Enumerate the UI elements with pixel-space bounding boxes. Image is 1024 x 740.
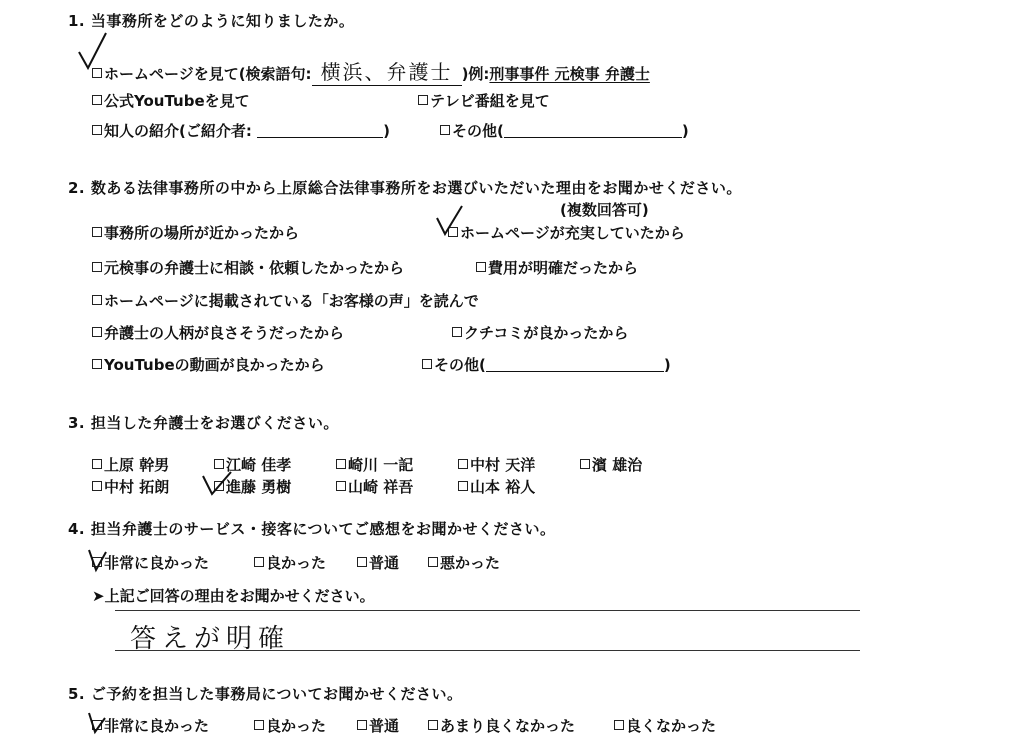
q1-option-other[interactable]: その他( ) [440, 120, 689, 141]
q5-option[interactable]: 非常に良かった [92, 715, 209, 736]
q5-option[interactable]: 良くなかった [614, 715, 716, 736]
q2-option-youtube[interactable]: YouTubeの動画が良かったから [92, 354, 325, 375]
checkbox[interactable] [92, 262, 102, 272]
checkbox[interactable] [422, 359, 432, 369]
checkbox[interactable] [448, 227, 458, 237]
lawyer-option[interactable]: 山崎 祥吾 [336, 476, 413, 497]
checkbox[interactable] [458, 459, 468, 469]
answer-line-top [115, 610, 860, 611]
question-5-title: 5. ご予約を担当した事務局についてお聞かせください。 [68, 685, 463, 703]
lawyer-option[interactable]: 山本 裕人 [458, 476, 535, 497]
q4-reason-prompt: ➤上記ご回答の理由をお聞かせください。 [92, 587, 375, 605]
q5-option[interactable]: 普通 [357, 715, 399, 736]
checkbox[interactable] [92, 295, 102, 305]
q2-option-location[interactable]: 事務所の場所が近かったから [92, 222, 299, 243]
lawyer-option[interactable]: 崎川 一記 [336, 454, 413, 475]
q1-option-homepage[interactable]: ホームページを見て(検索語句: 横浜、弁護士 )例:刑事事件 元検事 弁護士 [92, 56, 650, 86]
q2-option-reviews[interactable]: クチコミが良かったから [452, 322, 628, 343]
checkbox[interactable] [357, 720, 367, 730]
checkbox[interactable] [92, 557, 102, 567]
q2-multiple-answer-note: (複数回答可) [560, 201, 649, 219]
question-4-title: 4. 担当弁護士のサービス・接客についてご感想をお聞かせください。 [68, 520, 556, 538]
q2-option-other[interactable]: その他( ) [422, 354, 671, 375]
question-1-title: 1. 当事務所をどのように知りましたか。 [68, 12, 355, 30]
lawyer-option[interactable]: 上原 幹男 [92, 454, 169, 475]
q5-option[interactable]: 良かった [254, 715, 326, 736]
question-3-title: 3. 担当した弁護士をお選びください。 [68, 414, 339, 432]
lawyer-option[interactable]: 中村 拓朗 [92, 476, 169, 497]
checkbox[interactable] [92, 481, 102, 491]
checkbox[interactable] [428, 557, 438, 567]
checkbox[interactable] [614, 720, 624, 730]
checkbox[interactable] [92, 720, 102, 730]
q5-option[interactable]: あまり良くなかった [428, 715, 575, 736]
checkbox[interactable] [92, 359, 102, 369]
lawyer-option[interactable]: 濱 雄治 [580, 454, 642, 475]
checkbox[interactable] [336, 481, 346, 491]
checkbox[interactable] [418, 95, 428, 105]
q2-option-fee[interactable]: 費用が明確だったから [476, 257, 638, 278]
checkbox[interactable] [580, 459, 590, 469]
checkbox[interactable] [92, 125, 102, 135]
checkbox[interactable] [476, 262, 486, 272]
checkbox[interactable] [92, 459, 102, 469]
checkbox[interactable] [428, 720, 438, 730]
referral-blank[interactable] [257, 123, 383, 138]
lawyer-option[interactable]: 進藤 勇樹 [214, 476, 291, 497]
checkbox[interactable] [92, 95, 102, 105]
handwritten-search-terms: 横浜、弁護士 [312, 56, 462, 86]
checkbox[interactable] [254, 557, 264, 567]
checkbox[interactable] [92, 327, 102, 337]
other-blank[interactable] [486, 357, 664, 372]
lawyer-option[interactable]: 中村 天洋 [458, 454, 535, 475]
checkbox[interactable] [440, 125, 450, 135]
q4-option[interactable]: 普通 [357, 552, 399, 573]
q4-option[interactable]: 悪かった [428, 552, 500, 573]
q4-option[interactable]: 非常に良かった [92, 552, 209, 573]
q2-option-customer-voice[interactable]: ホームページに掲載されている「お客様の声」を読んで [92, 290, 479, 311]
answer-line-bottom [115, 650, 860, 651]
checkbox[interactable] [254, 720, 264, 730]
lawyer-option[interactable]: 江崎 佳孝 [214, 454, 291, 475]
checkbox[interactable] [92, 227, 102, 237]
checkbox[interactable] [214, 459, 224, 469]
q2-option-homepage[interactable]: ホームページが充実していたから [448, 222, 685, 243]
checkbox[interactable] [452, 327, 462, 337]
checkbox[interactable] [336, 459, 346, 469]
checkbox[interactable] [458, 481, 468, 491]
checkbox[interactable] [214, 481, 224, 491]
q4-option[interactable]: 良かった [254, 552, 326, 573]
arrow-right-icon: ➤ [92, 587, 105, 605]
q2-option-ex-prosecutor[interactable]: 元検事の弁護士に相談・依頼したかったから [92, 257, 404, 278]
question-2-title: 2. 数ある法律事務所の中から上原総合法律事務所をお選びいただいた理由をお聞かせください。 [68, 179, 742, 197]
q2-option-personality[interactable]: 弁護士の人柄が良さそうだったから [92, 322, 344, 343]
other-blank[interactable] [504, 123, 682, 138]
checkbox[interactable] [92, 68, 102, 78]
checkbox[interactable] [357, 557, 367, 567]
q1-option-tv[interactable]: テレビ番組を見て [418, 90, 550, 111]
handwritten-reason-answer[interactable]: 答えが明確 [130, 624, 291, 654]
example-terms: 刑事事件 元検事 弁護士 [489, 65, 650, 83]
q1-option-referral[interactable]: 知人の紹介(ご紹介者: ) [92, 120, 390, 141]
q1-option-youtube[interactable]: 公式YouTubeを見て [92, 90, 250, 111]
